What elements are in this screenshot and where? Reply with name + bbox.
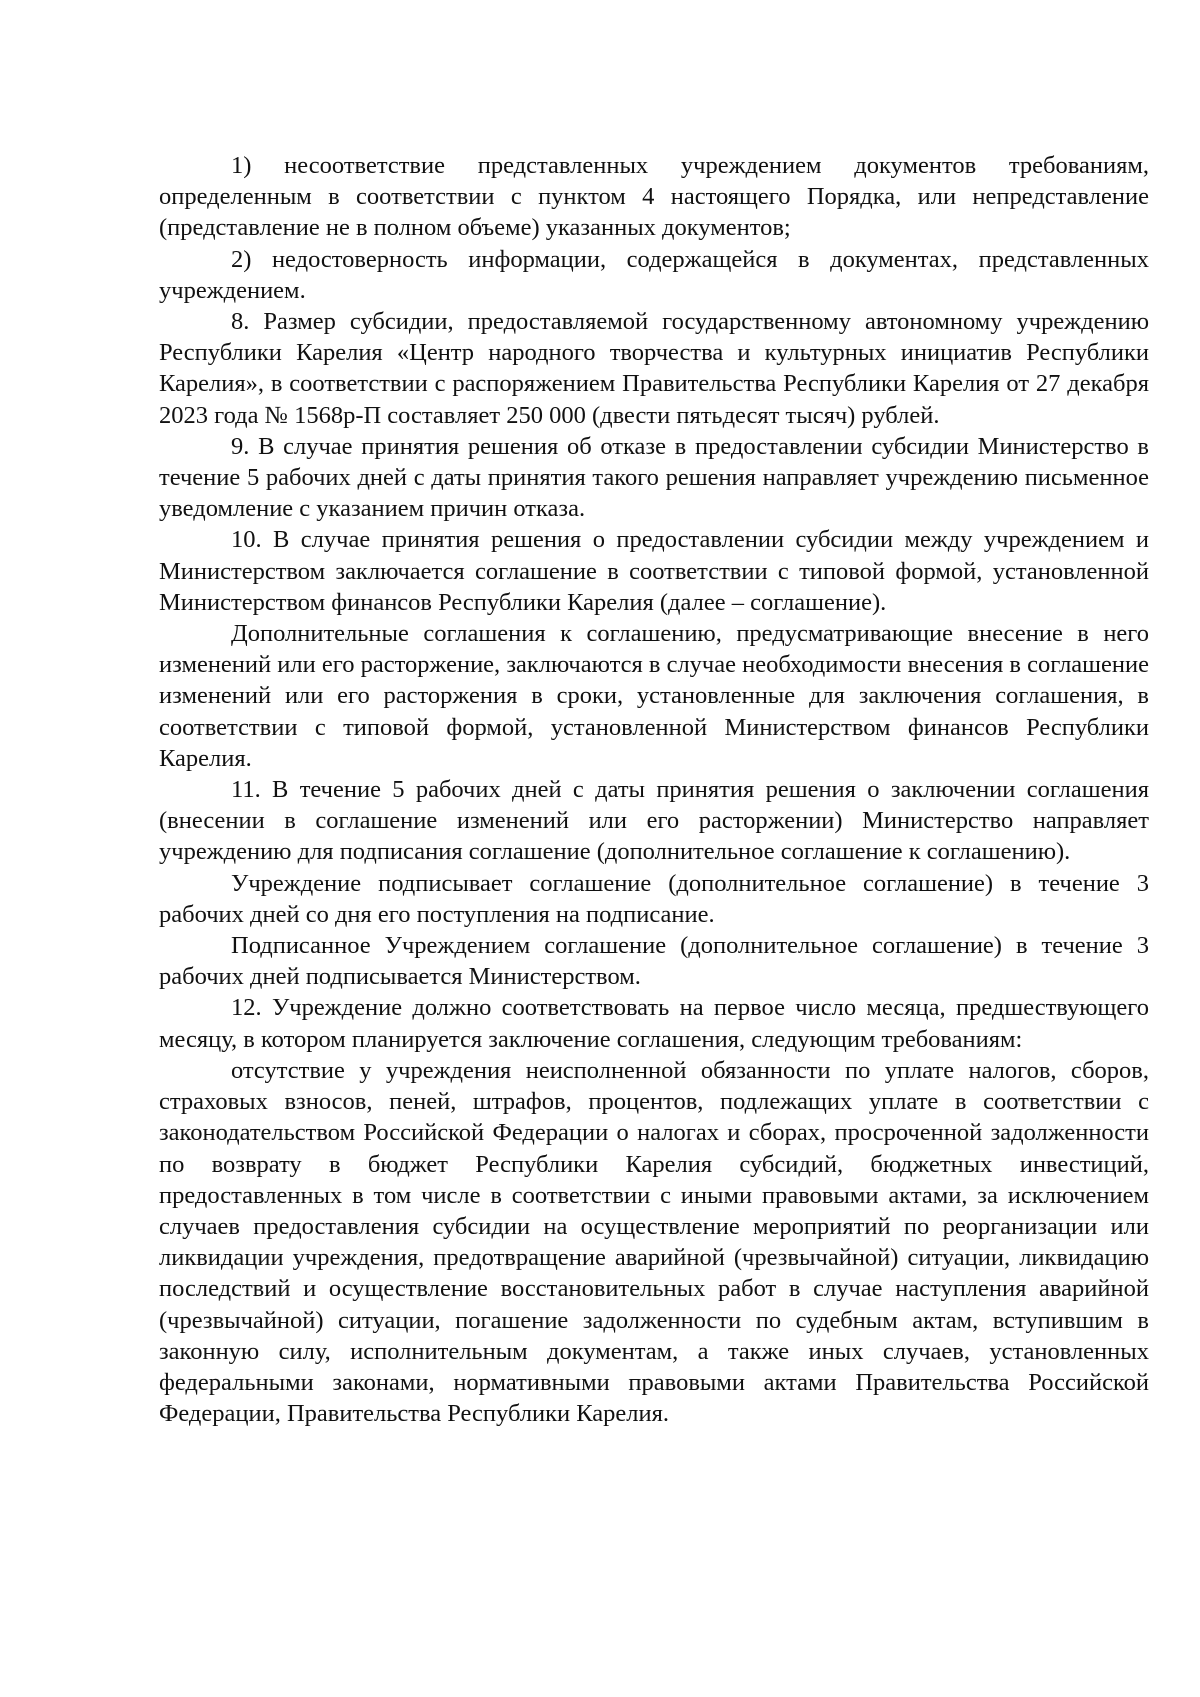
paragraph-point-10: 10. В случае принятия решения о предоставлении субсидии между учреждением и Министерством заключается соглашение в соответствии с типовой формой, установленной Министерством финансов Республики Карелия (далее – соглашение). xyxy=(159,526,1149,616)
paragraph-item-2: 2) недостоверность информации, содержащейся в документах, представленных учреждением. xyxy=(159,245,1149,304)
paragraph-institution-signs: Учреждение подписывает соглашение (дополнительное соглашение) в течение 3 рабочих дней со дня его поступления на подписание. xyxy=(159,869,1149,928)
document-page xyxy=(159,150,1149,1429)
paragraph-point-11: 11. В течение 5 рабочих дней с даты принятия решения о заключении соглашения (внесении в соглашение изменений или его расторжении) Министерство направляет учреждению для подписания соглашение (дополнительное соглашение к соглашению). xyxy=(159,776,1149,866)
paragraph-point-12: 12. Учреждение должно соответствовать на первое число месяца, предшествующего месяцу, в котором планируется заключение соглашения, следующим требованиям: xyxy=(159,994,1149,1053)
paragraph-point-9: 9. В случае принятия решения об отказе в предоставлении субсидии Министерство в течение 5 рабочих дней с даты принятия такого решения направляет учреждению письменное уведомление с указанием причин отказа. xyxy=(159,432,1149,523)
paragraph-signed-agreement: Подписанное Учреждением соглашение (дополнительное соглашение) в течение 3 рабочих дней подписывается Министерством. xyxy=(159,932,1149,991)
paragraph-additional-agreements: Дополнительные соглашения к соглашению, предусматривающие внесение в него изменений или его расторжение, заключаются в случае необходимости внесения в соглашение изменений или его расторжения в сроки, установленные для заключения соглашения, в соответствии с типовой формой, установленной Министерством финансов Республики Карелия. xyxy=(159,620,1149,772)
paragraph-requirement-no-debt: отсутствие у учреждения неисполненной обязанности по уплате налогов, сборов, страховых взносов, пеней, штрафов, процентов, подлежащих уплате в соответствии с законодательством Российской Федерации о налогах и сборах, просроченной задолженности по возврату в бюджет Республики Карелия субсидий, бюджетных инвестиций, предоставленных в том числе в соответствии с иными правовыми актами, за исключением случаев предоставления субсидии на осуществление мероприятий по реорганизации или ликвидации учреждения, предотвращение аварийной (чрезвычайной) ситуации, ликвидацию последствий и осуществление восстановительных работ в случае наступления аварийной (чрезвычайной) ситуации, погашение задолженности по судебным актам, вступившим в законную силу, исполнительным документам, а также иных случаев, установленных федеральными законами, нормативными правовыми актами Правительства Российской Федерации, Правительства Республики Карелия. xyxy=(159,1056,1149,1428)
paragraph-point-8: 8. Размер субсидии, предоставляемой государственному автономному учреждению Республики Карелия «Центр народного творчества и культурных инициатив Республики Карелия», в соответствии с распоряжением Правительства Республики Карелия от 27 декабря 2023 года № 1568р-П составляет 250 000 (двести пятьдесят тысяч) рублей. xyxy=(159,308,1149,429)
paragraph-item-1: 1) несоответствие представленных учреждением документов требованиям, определенным в соответствии с пунктом 4 настоящего Порядка, или непредставление (представление не в полном объеме) указанных документов; xyxy=(159,152,1149,242)
